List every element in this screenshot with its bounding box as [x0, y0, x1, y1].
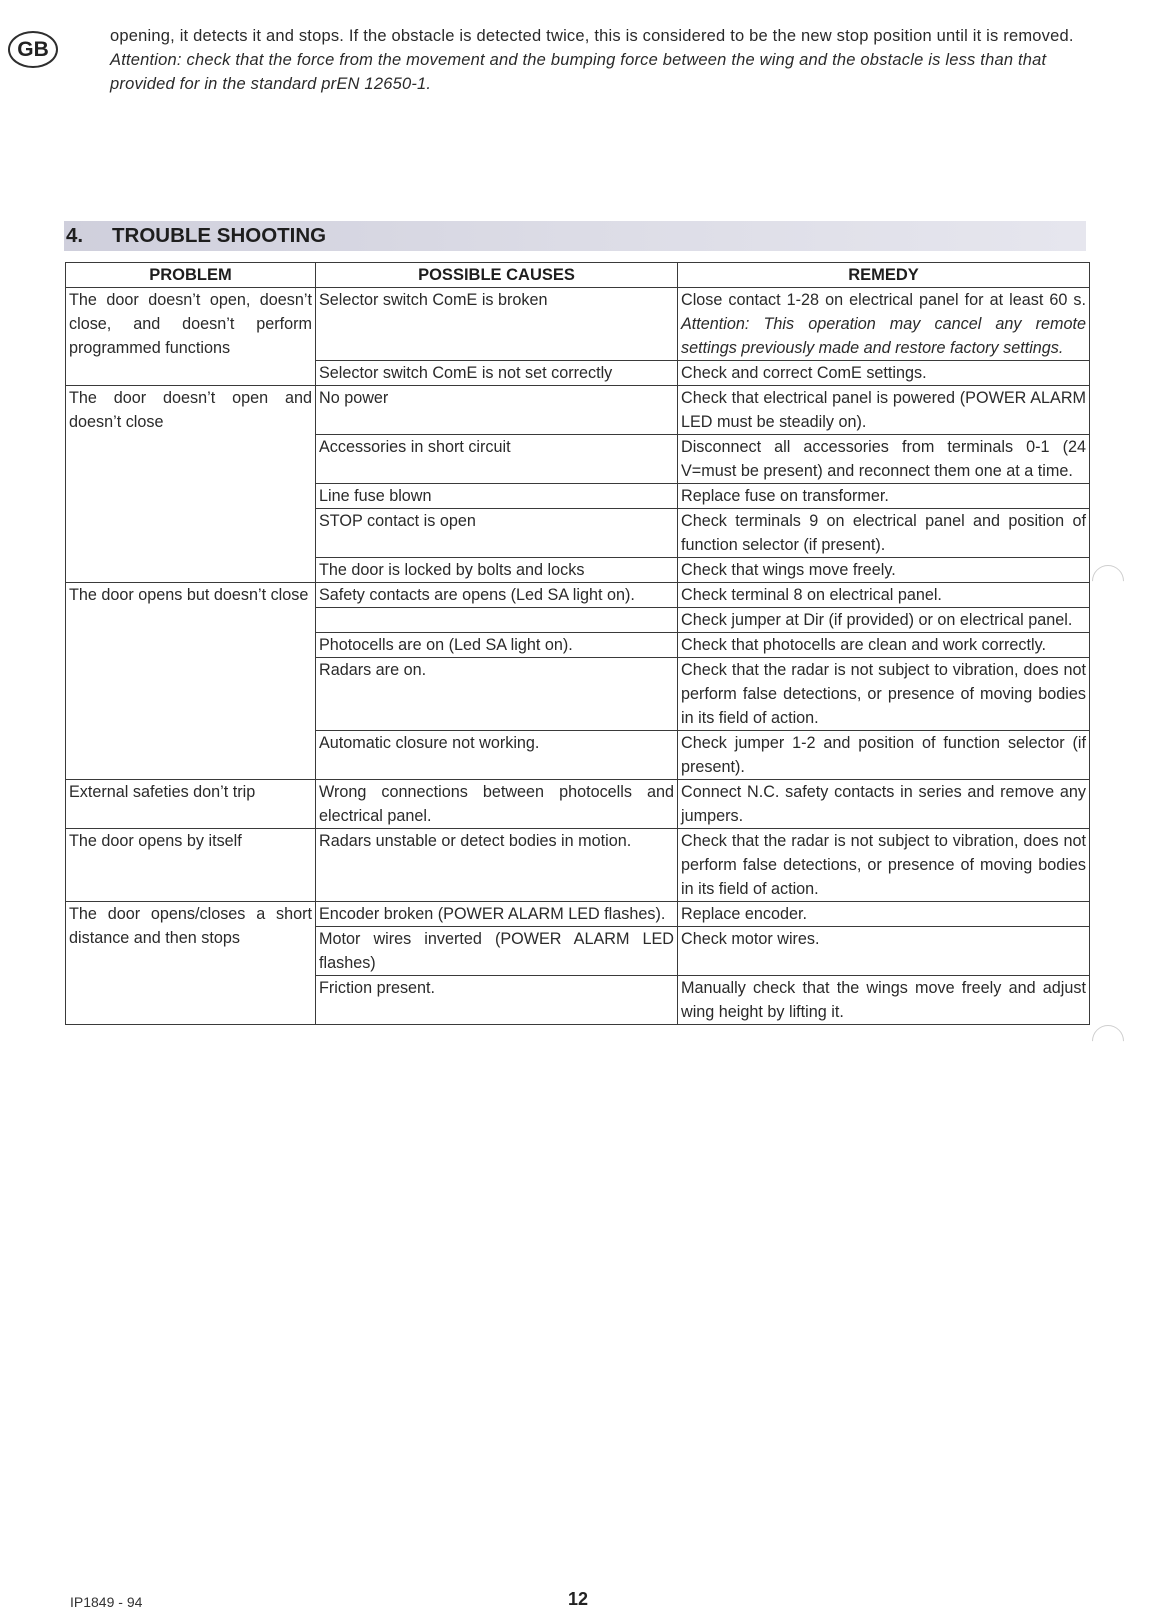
remedy-text: Check terminal 8 on electrical panel.: [681, 586, 942, 604]
remedy-text: Connect N.C. safety contacts in series and remove any jumpers.: [681, 783, 1086, 825]
cause-cell: Automatic closure not working.: [316, 731, 678, 780]
table-row: [66, 829, 1090, 902]
cause-cell: Encoder broken (POWER ALARM LED flashes).: [316, 902, 678, 927]
cause-cell: Accessories in short circuit: [316, 435, 678, 484]
table-row: [66, 386, 1090, 435]
remedy-cell: [678, 435, 1090, 484]
remedy-text: Replace encoder.: [681, 905, 807, 923]
table-header-row: [66, 263, 1090, 288]
intro-paragraph: opening, it detects it and stops. If the obstacle is detected twice, this is considered to be the new stop position until it is removed.: [110, 27, 1074, 45]
remedy-cell: [678, 361, 1090, 386]
scan-edge-mark: [1085, 1018, 1130, 1063]
cause-cell: No power: [316, 386, 678, 435]
scan-edge-mark: [1085, 558, 1130, 603]
problem-cell: The door opens/closes a short distance and then stops: [66, 902, 316, 1025]
cause-cell: Motor wires inverted (POWER ALARM LED flashes): [316, 927, 678, 976]
remedy-cell: [678, 509, 1090, 558]
remedy-text: Check jumper 1-2 and position of function selector (if present).: [681, 734, 1086, 776]
remedy-cell: [678, 731, 1090, 780]
remedy-text: Check that wings move freely.: [681, 561, 896, 579]
section-number: 4.: [66, 224, 84, 247]
cause-cell: [316, 608, 678, 633]
remedy-text: Check that photocells are clean and work correctly.: [681, 636, 1046, 654]
cause-cell: Radars are on.: [316, 658, 678, 731]
remedy-cell: [678, 583, 1090, 608]
table-row: [66, 780, 1090, 829]
remedy-cell: [678, 902, 1090, 927]
cause-cell: STOP contact is open: [316, 509, 678, 558]
problem-cell: The door opens by itself: [66, 829, 316, 902]
remedy-cell: [678, 927, 1090, 976]
remedy-text: Manually check that the wings move freely and adjust wing height by lifting it.: [681, 979, 1086, 1021]
cause-cell: Selector switch ComE is not set correctly: [316, 361, 678, 386]
section-heading: [64, 221, 1086, 251]
remedy-text: Check jumper at Dir (if provided) or on electrical panel.: [681, 611, 1073, 629]
cause-cell: The door is locked by bolts and locks: [316, 558, 678, 583]
remedy-text: Disconnect all accessories from terminals 0-1 (24 V=must be present) and reconnect them one at a time.: [681, 438, 1086, 480]
remedy-text: Check and correct ComE settings.: [681, 364, 927, 382]
remedy-cell: [678, 780, 1090, 829]
remedy-cell: [678, 288, 1090, 361]
cause-cell: Selector switch ComE is broken: [316, 288, 678, 361]
cause-cell: Wrong connections between photocells and electrical panel.: [316, 780, 678, 829]
problem-cell: The door doesn’t open and doesn’t close: [66, 386, 316, 583]
remedy-attention-text: Attention: This operation may cancel any remote settings previously made and restore factory settings.: [681, 315, 1086, 357]
problem-cell: The door doesn’t open, doesn’t close, and doesn’t perform programmed functions: [66, 288, 316, 386]
remedy-text: Check terminals 9 on electrical panel and position of function selector (if present).: [681, 512, 1086, 554]
section-title: TROUBLE SHOOTING: [112, 224, 327, 247]
cause-cell: Radars unstable or detect bodies in motion.: [316, 829, 678, 902]
remedy-cell: [678, 558, 1090, 583]
header-remedy: REMEDY: [678, 263, 1090, 288]
remedy-text: Check that the radar is not subject to vibration, does not perform false detections, or presence of moving bodies in its field of action.: [681, 661, 1086, 727]
table-row: [66, 902, 1090, 927]
cause-cell: Safety contacts are opens (Led SA light on).: [316, 583, 678, 608]
remedy-cell: [678, 829, 1090, 902]
remedy-cell: [678, 633, 1090, 658]
cause-cell: Friction present.: [316, 976, 678, 1025]
remedy-text: Close contact 1-28 on electrical panel for at least 60 s.: [681, 291, 1086, 309]
table-row: [66, 583, 1090, 608]
table-row: [66, 288, 1090, 361]
remedy-cell: [678, 386, 1090, 435]
language-badge: GB: [8, 31, 58, 68]
remedy-cell: [678, 658, 1090, 731]
remedy-text: Check that the radar is not subject to vibration, does not perform false detections, or presence of moving bodies in its field of action.: [681, 832, 1086, 898]
table-body: [66, 288, 1090, 1025]
intro-attention: Attention: check that the force from the movement and the bumping force between the wing and the obstacle is less than that provided for in the standard prEN 12650-1.: [110, 51, 1047, 93]
header-problem: PROBLEM: [66, 263, 316, 288]
remedy-text: Check motor wires.: [681, 930, 820, 948]
remedy-cell: [678, 976, 1090, 1025]
remedy-text: Check that electrical panel is powered (POWER ALARM LED must be steadily on).: [681, 389, 1086, 431]
doc-code: IP1849 - 94: [70, 1594, 143, 1610]
problem-cell: The door opens but doesn’t close: [66, 583, 316, 780]
cause-cell: Line fuse blown: [316, 484, 678, 509]
troubleshooting-table: [65, 262, 1090, 1025]
problem-cell: External safeties don’t trip: [66, 780, 316, 829]
page-number: 12: [568, 1589, 589, 1609]
remedy-cell: [678, 608, 1090, 633]
intro-text: [110, 24, 1087, 96]
header-causes: POSSIBLE CAUSES: [316, 263, 678, 288]
cause-cell: Photocells are on (Led SA light on).: [316, 633, 678, 658]
remedy-text: Replace fuse on transformer.: [681, 487, 889, 505]
remedy-cell: [678, 484, 1090, 509]
